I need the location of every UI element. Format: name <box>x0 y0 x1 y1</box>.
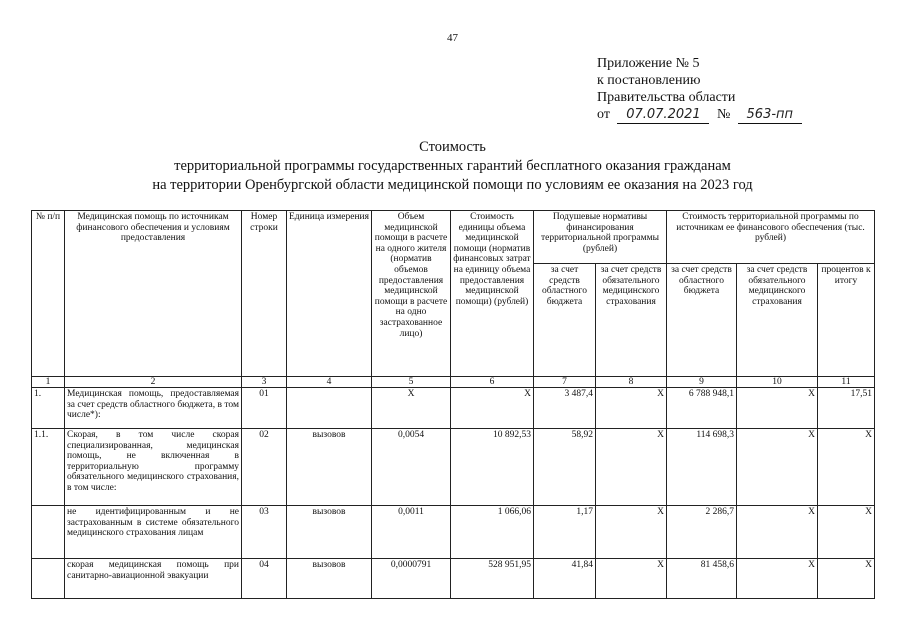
document-title <box>0 138 905 195</box>
col-number: 10 <box>737 377 818 388</box>
row-percent: X <box>818 429 875 506</box>
row-percent: 17,51 <box>818 388 875 429</box>
col-number: 3 <box>242 377 287 388</box>
page-number: 47 <box>447 32 458 44</box>
header-pc-budget: за счет средств областного бюджета <box>534 264 596 377</box>
header-pc-oms: за счет средств обязательного медицинского страхования <box>596 264 667 377</box>
col-number: 6 <box>451 377 534 388</box>
row-tc-oms: X <box>737 429 818 506</box>
row-unit: вызовов <box>287 559 372 599</box>
title-line-1: Стоимость <box>419 139 486 155</box>
row-line-no: 01 <box>242 388 287 429</box>
col-number: 11 <box>818 377 875 388</box>
col-number: 8 <box>596 377 667 388</box>
header-volume: Объем медицинской помощи в расчете на одного жителя (норматив объемов предоставления медицинской помощи в расчете на одно застрахованное лицо) <box>372 211 451 377</box>
row-percent: X <box>818 506 875 559</box>
col-number: 5 <box>372 377 451 388</box>
header-row-1 <box>32 211 875 264</box>
row-tc-budget: 2 286,7 <box>667 506 737 559</box>
annex-title: Приложение № 5 <box>597 56 700 71</box>
header-care: Медицинская помощь по источникам финансового обеспечения и условиям предоставления <box>65 211 242 377</box>
col-number: 9 <box>667 377 737 388</box>
col-number: 1 <box>32 377 65 388</box>
row-pc-oms: X <box>596 506 667 559</box>
row-volume: 0,0000791 <box>372 559 451 599</box>
row-volume: X <box>372 388 451 429</box>
annex-ot: от <box>597 107 610 122</box>
cost-table <box>31 210 875 599</box>
row-cost: 1 066,06 <box>451 506 534 559</box>
annex-line-3: Правительства области <box>597 90 736 105</box>
title-line-3: на территории Оренбургской области медицинской помощи по условиям ее оказания на 2023 год <box>152 177 753 193</box>
row-percent: X <box>818 559 875 599</box>
header-percent: процентов к итогу <box>818 264 875 377</box>
row-num: 1.1. <box>32 429 65 506</box>
row-pc-budget: 41,84 <box>534 559 596 599</box>
row-num <box>32 506 65 559</box>
row-cost: 528 951,95 <box>451 559 534 599</box>
header-cost: Стоимость единицы объема медицинской помощи (норматив финансовых затрат на единицу объема предоставления медицинской помощи) (рублей) <box>451 211 534 377</box>
header-tc-oms: за счет средств обязательного медицинского страхования <box>737 264 818 377</box>
col-number: 4 <box>287 377 372 388</box>
row-name: не идентифицированным и не застрахованным в системе обязательного медицинского страхования лицам <box>65 506 242 559</box>
row-pc-budget: 3 487,4 <box>534 388 596 429</box>
row-cost: X <box>451 388 534 429</box>
annex-date-line <box>597 106 802 124</box>
row-num: 1. <box>32 388 65 429</box>
row-line-no: 04 <box>242 559 287 599</box>
table-row <box>32 559 875 599</box>
row-pc-oms: X <box>596 429 667 506</box>
row-pc-budget: 1,17 <box>534 506 596 559</box>
annex-number: 563-пп <box>738 106 802 124</box>
annex-date: 07.07.2021 <box>617 106 709 124</box>
row-name: скорая медицинская помощь при санитарно-авиационной эвакуации <box>65 559 242 599</box>
row-tc-budget: 6 788 948,1 <box>667 388 737 429</box>
annex-line-2: к постановлению <box>597 73 701 88</box>
column-number-row <box>32 377 875 388</box>
table-row <box>32 429 875 506</box>
header-total-cost: Стоимость территориальной программы по источникам ее финансового обеспечения (тыс. рублей) <box>667 211 875 264</box>
row-tc-oms: X <box>737 506 818 559</box>
header-tc-budget: за счет средств областного бюджета <box>667 264 737 377</box>
annex-block <box>597 55 802 124</box>
row-line-no: 03 <box>242 506 287 559</box>
header-row-no: Номер строки <box>242 211 287 377</box>
row-volume: 0,0054 <box>372 429 451 506</box>
row-name: Медицинская помощь, предоставляемая за счет средств областного бюджета, в том числе*): <box>65 388 242 429</box>
row-tc-oms: X <box>737 388 818 429</box>
row-unit: вызовов <box>287 429 372 506</box>
row-tc-budget: 81 458,6 <box>667 559 737 599</box>
row-name: Скорая, в том числе скорая специализированная, медицинская помощь, не включенная в территориальную программу обязательного медицинского страхования, в том числе: <box>65 429 242 506</box>
col-number: 2 <box>65 377 242 388</box>
row-unit: вызовов <box>287 506 372 559</box>
annex-no-sign: № <box>716 107 731 122</box>
header-per-capita: Подушевые нормативы финансирования территориальной программы (рублей) <box>534 211 667 264</box>
table-row <box>32 388 875 429</box>
row-pc-oms: X <box>596 559 667 599</box>
row-volume: 0,0011 <box>372 506 451 559</box>
col-number: 7 <box>534 377 596 388</box>
title-line-2: территориальной программы государственных гарантий бесплатного оказания гражданам <box>174 158 731 174</box>
row-num <box>32 559 65 599</box>
row-pc-oms: X <box>596 388 667 429</box>
row-tc-oms: X <box>737 559 818 599</box>
header-num: № п/п <box>32 211 65 377</box>
header-unit: Единица измерения <box>287 211 372 377</box>
row-line-no: 02 <box>242 429 287 506</box>
row-pc-budget: 58,92 <box>534 429 596 506</box>
row-cost: 10 892,53 <box>451 429 534 506</box>
row-unit <box>287 388 372 429</box>
table-row <box>32 506 875 559</box>
row-tc-budget: 114 698,3 <box>667 429 737 506</box>
